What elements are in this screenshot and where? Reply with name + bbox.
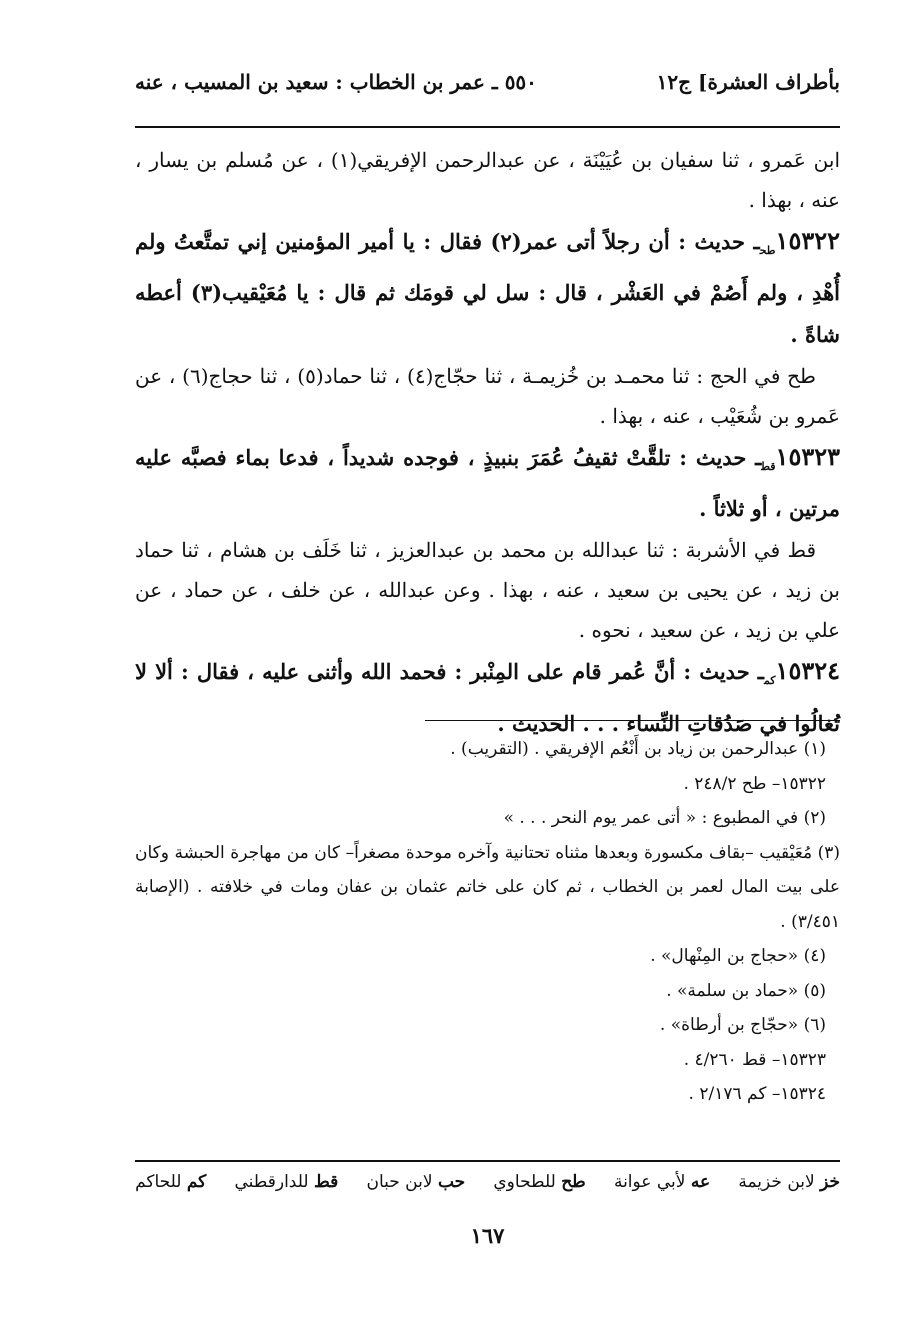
hadith-sigla: كم	[763, 674, 776, 688]
footnote: (٣) مُعَيْقيب –بقاف مكسورة وبعدها مثناه تحتانية وآخره موحدة مصغراً– كان من مهاجرة الحبشة وكان على بيت المال لعمر بن الخطاب ، ثم كان على خاتم عثمان بن عفان ومات في خلافته . (الإصابة ٣/٤٥١) .	[135, 842, 840, 932]
running-head	[135, 66, 840, 100]
hadith-text: ـ حديث : أنَّ عُمر قام على المِنْبر : فحمد الله وأثنى عليه ، فقال : ألا لا تُغالُوا في صَدُقاتِ النِّساء . . . الحديث .	[135, 659, 840, 736]
footnote: (٢) في المطبوع : « أتى عمر يوم النحر . . . »	[503, 808, 826, 828]
footnote-rule	[425, 720, 840, 721]
sigla-item: قط للدارقطني	[234, 1172, 339, 1192]
footnote: ١٥٣٢٣– قط ٤/٢٦٠ .	[683, 1049, 826, 1070]
sigla-item: حب لابن حبان	[366, 1172, 466, 1192]
hadith-15322	[135, 220, 840, 356]
main-text	[135, 140, 840, 745]
hadith-number: ١٥٣٢٤	[775, 656, 840, 686]
footnote: (٥) «حماد بن سلمة» .	[666, 980, 826, 1001]
footnote: (٦) «حجّاج بن أرطاة» .	[659, 1015, 826, 1035]
sigla-legend	[135, 1172, 840, 1192]
chain-paragraph-2: طح في الحج : ثنا محمـد بن خُزيمـة ، ثنا حجّاج(٤) ، ثنا حماد(٥) ، ثنا حجاج(٦) ، عن عَمرو بن شُعَيْب ، عنه ، بهذا .	[135, 364, 840, 429]
page-number: ١٦٧	[470, 1223, 505, 1248]
legend-rule	[135, 1160, 840, 1162]
running-head-section: ٥٥٠ ـ عمر بن الخطاب : سعيد بن المسيب ، عنه	[135, 70, 537, 94]
footnote: (٤) «حجاج بن المِنْهال» .	[650, 946, 826, 966]
hadith-text: ـ حديث : تلقَّتْ ثقيفُ عُمَرَ بنبيذٍ ، فوجده شديداً ، فدعا بماء فصبَّه عليه مرتين ، أو ثلاثاً .	[135, 445, 840, 522]
hadith-number: ١٥٣٢٢	[775, 226, 840, 255]
footnote: (١) عبدالرحمن بن زياد بن أَنْعُم الإفريقي . (التقريب) .	[450, 739, 826, 759]
chain-paragraph-1: ابن عَمرو ، ثنا سفيان بن عُيَيْنَة ، عن عبدالرحمن الإفريقي(١) ، عن مُسلم بن يسار ، عنه ، بهذا .	[135, 148, 840, 212]
chain-paragraph-3: قط في الأشربة : ثنا عبدالله بن محمد بن عبدالعزيز ، ثنا خَلَف بن هشام ، ثنا حماد بن زيد ، عن يحيى بن سعيد ، عنه ، بهذا . وعن عبدالله ، عن خلف ، عن حماد ، عن علي بن زيد ، عن سعيد ، نحوه .	[135, 538, 840, 643]
hadith-15324	[135, 650, 840, 744]
footnotes	[135, 732, 840, 1112]
hadith-15323	[135, 436, 840, 530]
sigla-item: خز لابن خزيمة	[738, 1172, 840, 1192]
book-page	[135, 60, 840, 1285]
header-rule	[135, 126, 840, 128]
footnote: ١٥٣٢٢– طح ٢٤٨/٢ .	[683, 773, 826, 794]
hadith-number: ١٥٣٢٣	[775, 442, 840, 472]
sigla-item: كم للحاكم	[135, 1172, 207, 1192]
hadith-sigla: طح	[759, 244, 776, 258]
running-head-book-title: بأطراف العشرة] ج١٢	[656, 70, 840, 94]
sigla-item: عه لأبي عوانة	[613, 1172, 711, 1192]
footnote: ١٥٣٢٤– كم ٢/١٧٦ .	[688, 1084, 826, 1104]
hadith-sigla: قط	[761, 460, 776, 474]
hadith-text: ـ حديث : أن رجلاً أتى عمر(٢) فقال : يا أمير المؤمنين إني تمتَّعتُ ولم أُهْدِ ، ولم أَصُمْ في العَشْر ، قال : سل لي قومَك ثم قال : يا مُعَيْقيب(٣) أعطه شاةً .	[135, 229, 840, 348]
sigla-item: طح للطحاوي	[493, 1172, 586, 1192]
